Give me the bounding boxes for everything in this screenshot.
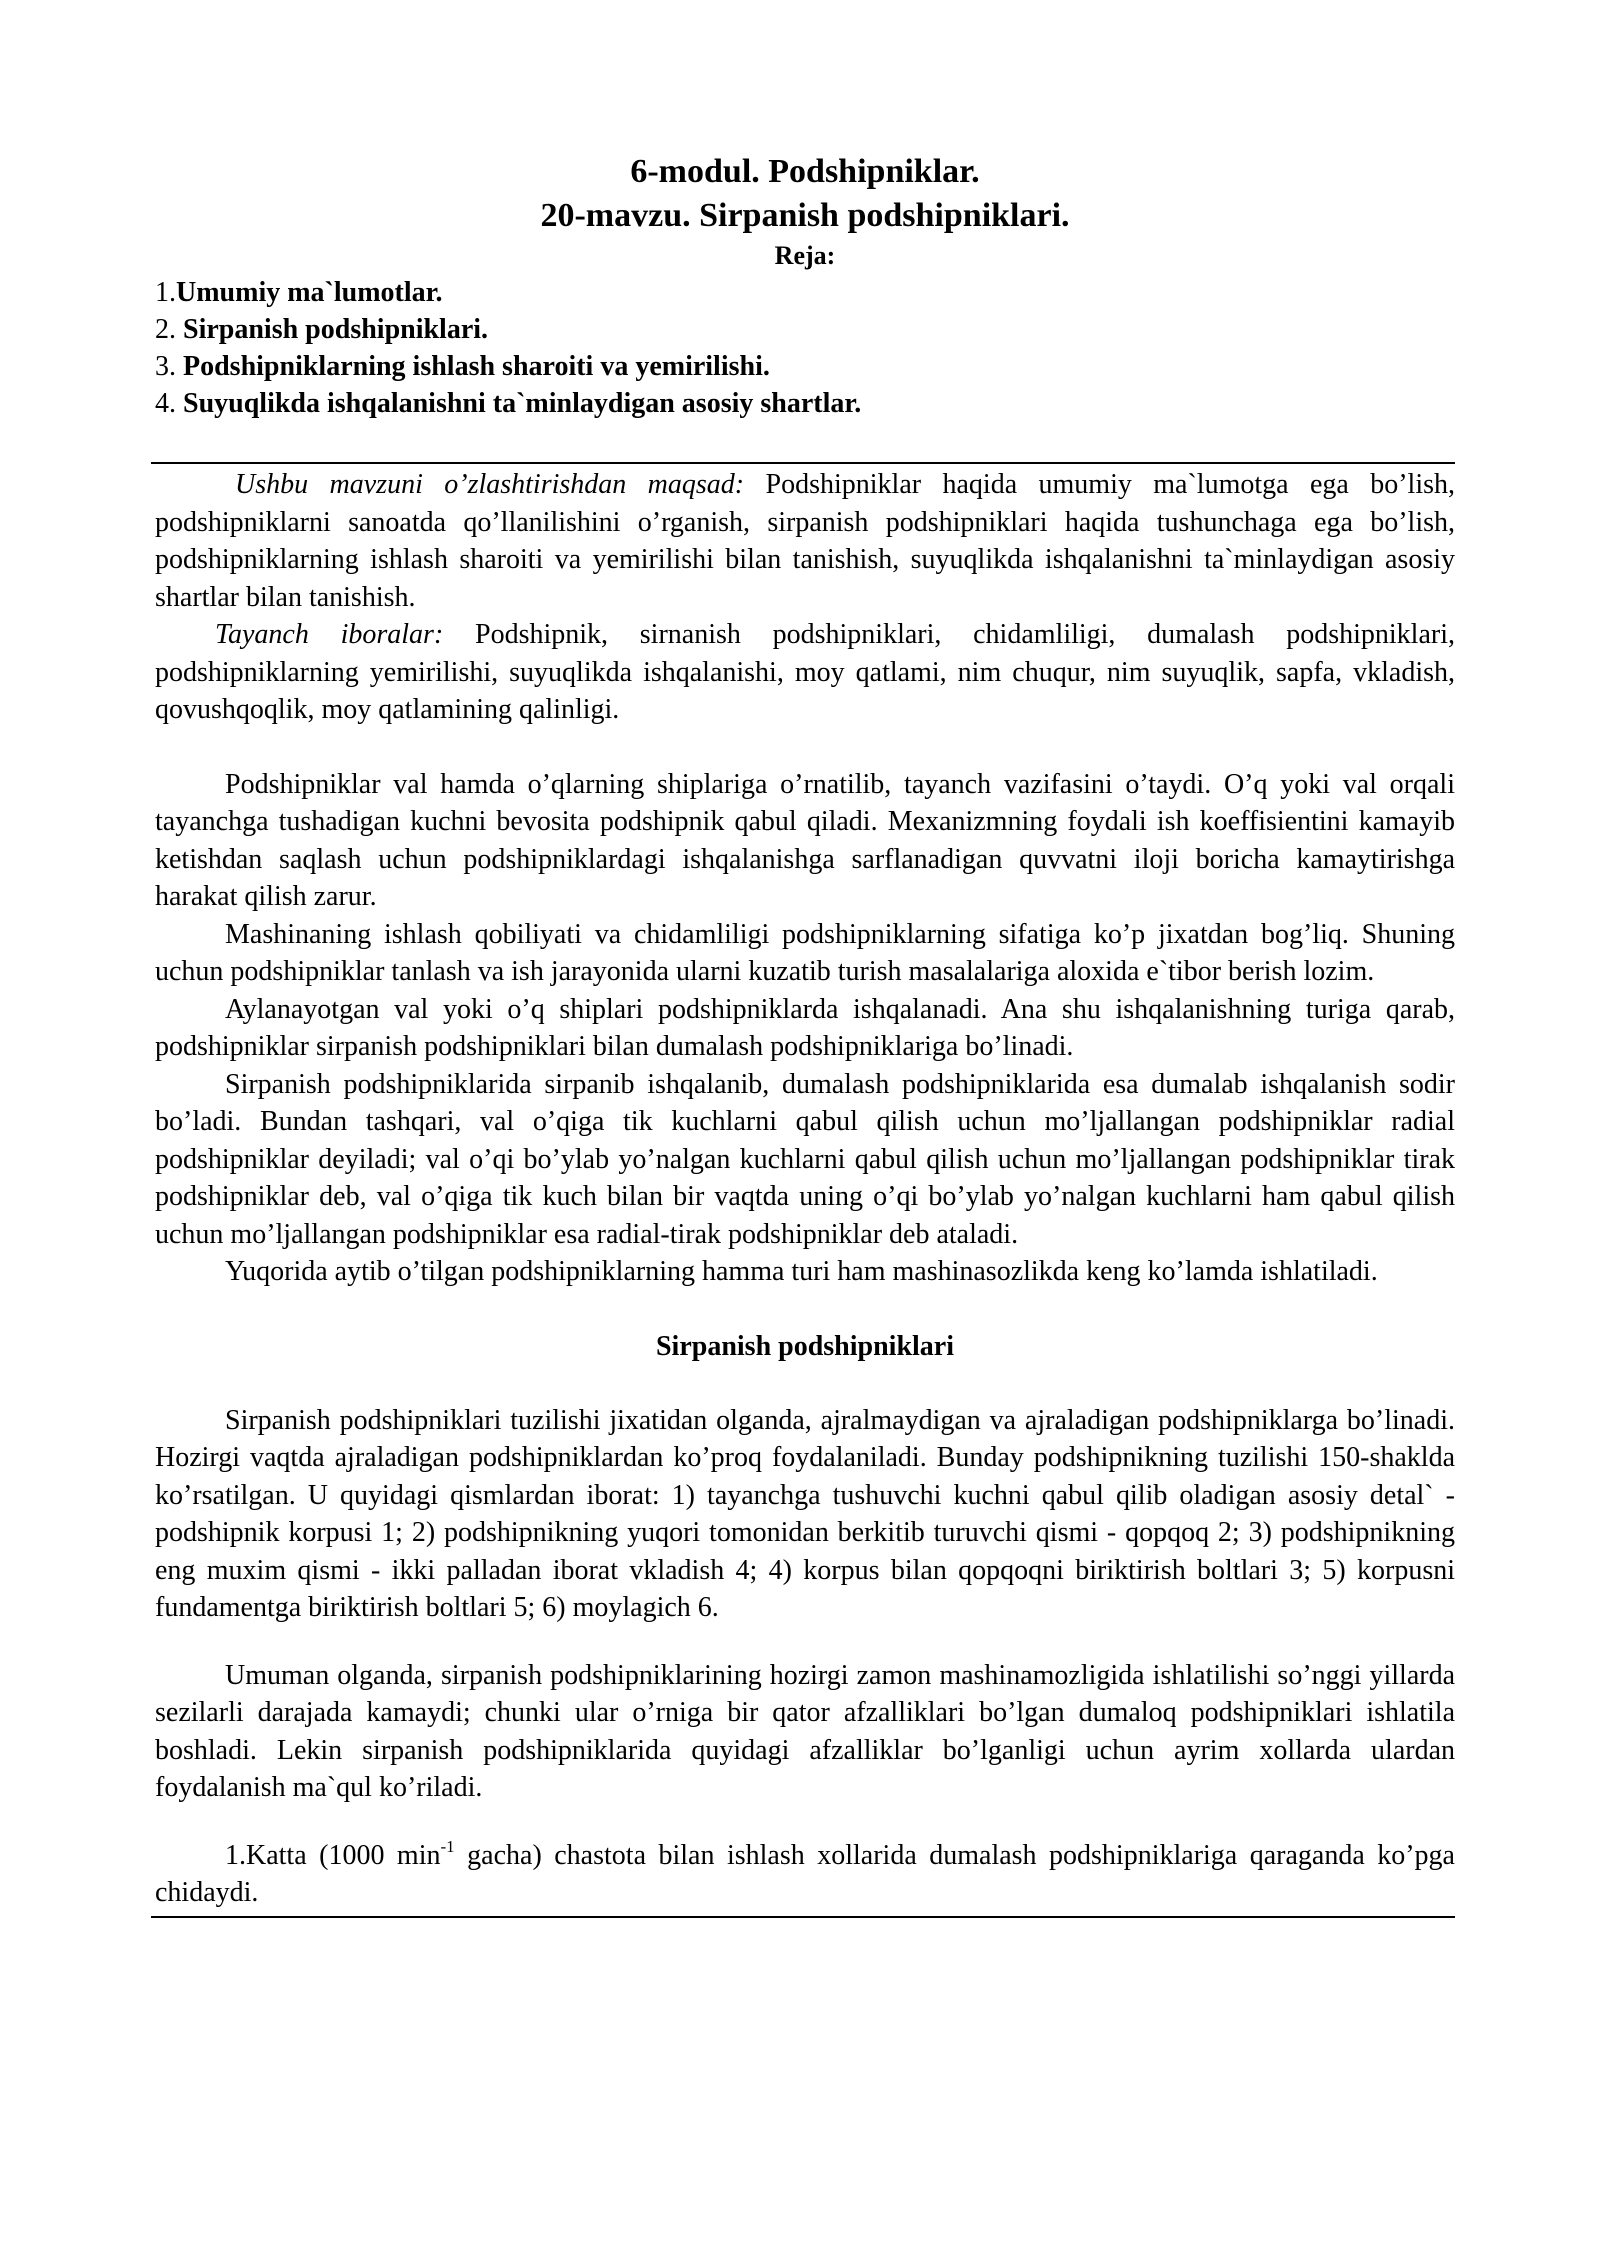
plan-item-text: Podshipniklarning ishlash sharoiti va yemirilishi. [183, 351, 770, 382]
topic-title: 20-mavzu. Sirpanish podshipniklari. [540, 197, 1070, 234]
plan-item [155, 311, 1455, 348]
document-page [155, 150, 1455, 1918]
plan-item-text: Sirpanish podshipniklari. [183, 314, 489, 345]
spacer [155, 1807, 1455, 1837]
section-paragraph-1: Sirpanish podshipniklari tuzilishi jixatidan olganda, ajralmaydigan va ajraladigan podshipniklarga bo’linadi. Hozirgi vaqtda ajraladigan podshipniklardan ko’proq foydalaniladi. Bunday podshipnikning tuzilishi 150-shaklda ko’rsatilgan. U quyidagi qismlardan iborat: 1) tayanchga tushuvchi kuchni qabul qilib oladigan asosiy detal` - podshipnik korpusi 1; 2) podshipnikning yuqori tomonidan berkitib turuvchi qismi - qopqoq 2; 3) podshipnikning eng muxim qismi - ikki palladan iborat vkladish 4; 4) korpus bilan qopqoqni biriktirish boltlari 3; 5) korpusni fundamentga biriktirish boltlari 5; 6) moylagich 6. [155, 1404, 1455, 1623]
advantage-item-superscript: -1 [440, 1836, 455, 1856]
plan-item [155, 274, 1455, 311]
advantage-item-text-end: gacha) chastota bilan ishlash xollarida dumalash podshipniklariga qaraganda ko’pga chidaydi. [155, 1839, 1455, 1908]
plan-item-text: Umumiy ma`lumotlar. [176, 277, 443, 308]
plan-item-number: 2. [155, 314, 183, 345]
intro-paragraph-5: Yuqorida aytib o’tilgan podshipniklarning hamma turi ham mashinasozlikda keng ko’lamda ishlatiladi. [225, 1256, 1378, 1287]
intro-paragraph-3: Aylanayotgan val yoki o’q shiplari podshipniklarda ishqalanadi. Ana shu ishqalanishning turiga qarab, podshipniklar sirpanish podshipniklari bilan dumalash podshipniklariga bo’linadi. [155, 993, 1455, 1062]
advantage-item-text-start: 1.Katta (1000 min [225, 1839, 441, 1871]
plan-item-text: Suyuqlikda ishqalanishni ta`minlaydigan asosiy shartlar. [183, 388, 862, 419]
section-paragraph-2: Umuman olganda, sirpanish podshipniklarining hozirgi zamon mashinamozligida ishlatilishi so’nggi yillarda sezilarli darajada kamaydi; chunki ular o’rniga bir qator afzalliklari bo’lgan dumaloq podshipniklari ishlatila boshladi. Lekin sirpanish podshipniklarida quyidagi afzalliklar bo’lganligi uchun ayrim xollarda ulardan foydalanish ma`qul ko’riladi. [155, 1659, 1455, 1803]
spacer [155, 1365, 1455, 1402]
intro-paragraph-2: Mashinaning ishlash qobiliyati va chidamliligi podshipniklarning sifatiga ko’p jixatdan bog’liq. Shuning uchun podshipniklar tanlash va ish jarayonida ularni kuzatib turish masalalariga aloxida e`tibor berish lozim. [155, 918, 1455, 987]
intro-paragraph-4: Sirpanish podshipniklarida sirpanib ishqalanib, dumalash podshipniklarida esa dumalab ishqalanish sodir bo’ladi. Bundan tashqari, val o’qiga tik kuchlarni qabul qilish uchun mo’ljallangan podshipniklar radial podshipniklar deyiladi; val o’qi bo’ylab yo’nalgan kuchlarni qabul qilish uchun mo’ljallangan podshipniklar tirak podshipniklar deb, val o’qiga tik kuch bilan bir vaqtda uning o’qi bo’ylab yo’nalgan kuchlarni ham qabul qilish uchun mo’ljallangan podshipniklar esa radial-tirak podshipniklar deb ataladi. [155, 1068, 1455, 1250]
goal-paragraph [155, 466, 1455, 616]
plan-item-number: 3. [155, 351, 183, 382]
spacer [155, 1291, 1455, 1328]
plan-list [155, 274, 1455, 422]
section-heading: Sirpanish podshipniklari [655, 1330, 955, 1362]
advantage-item-1 [155, 1837, 1455, 1912]
plan-item [155, 348, 1455, 385]
goal-lead: Ushbu mavzuni o’zlashtirishdan maqsad: [235, 469, 745, 500]
bottom-divider [151, 1916, 1455, 1918]
module-title: 6-modul. Podshipniklar. [630, 153, 980, 190]
intro-paragraph-1: Podshipniklar val hamda o’qlarning shiplariga o’rnatilib, tayanch vazifasini o’taydi. O’q yoki val orqali tayanchga tushadigan kuchni bevosita podshipnik qabul qiladi. Mexanizmning foydali ish koeffisientini kamayib ketishdan saqlash uchun podshipniklardagi ishqalanishga sarflanadigan quvvatni iloji boricha kamaytirishga harakat qilish zarur. [155, 768, 1455, 912]
top-divider [151, 462, 1455, 464]
plan-label: Reja: [774, 241, 836, 270]
keywords-lead: Tayanch iboralar: [215, 619, 444, 650]
plan-item-number: 4. [155, 388, 183, 419]
plan-item-number: 1. [155, 277, 176, 308]
goal-text: Podshipniklar haqida umumiy ma`lumotga ega bo’lish, podshipniklarni sanoatda qo’llanilishini o’rganish, sirpanish podshipniklari haqida tushunchaga ega bo’lish, podshipniklarning ishlash sharoiti va yemirilishi bilan tanishish, suyuqlikda ishqalanishni ta`minlaydigan asosiy shartlar bilan tanishish. [155, 469, 1455, 613]
keywords-paragraph [155, 616, 1455, 729]
keywords-text: Podshipnik, sirnanish podshipniklari, chidamliligi, dumalash podshipniklari, podshipniklarning yemirilishi, suyuqlikda ishqalanishi, moy qatlami, nim chuqur, nim suyuqlik, sapfa, vkladish, qovushqoqlik, moy qatlamining qalinligi. [155, 619, 1455, 725]
plan-item [155, 385, 1455, 422]
spacer [155, 729, 1455, 766]
spacer [155, 1627, 1455, 1657]
